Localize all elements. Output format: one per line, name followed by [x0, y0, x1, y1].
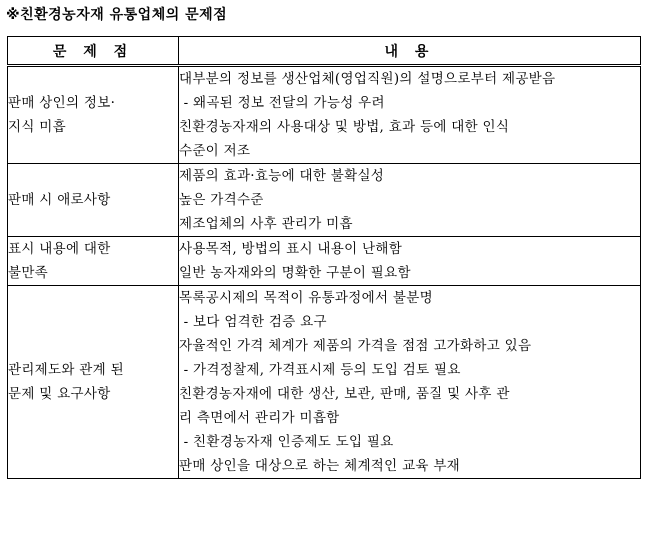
problem-cell: [8, 237, 179, 286]
content-line: - 보다 엄격한 검증 요구: [179, 314, 327, 330]
problem-line: 불만족: [8, 265, 49, 281]
content-line: 사용목적, 방법의 표시 내용이 난해함: [179, 241, 403, 257]
content-cell: [179, 164, 641, 237]
content-line: 리 측면에서 관리가 미흡함: [179, 410, 340, 426]
problem-line: 관리제도와 관계 된: [8, 362, 124, 378]
problem-cell: [8, 164, 179, 237]
content-cell: [179, 66, 641, 164]
content-cell: [179, 237, 641, 286]
problem-cell: [8, 286, 179, 479]
content-line: 제품의 효과·효능에 대한 불확실성: [179, 168, 385, 184]
problem-line: 표시 내용에 대한: [8, 241, 111, 257]
problem-line: 판매 상인의 정보·: [8, 95, 116, 111]
content-line: 친환경농자재에 대한 생산, 보관, 판매, 품질 및 사후 관: [179, 386, 510, 402]
content-line: 친환경농자재의 사용대상 및 방법, 효과 등에 대한 인식: [179, 119, 510, 135]
problems-table: [7, 36, 641, 479]
content-line: - 왜곡된 정보 전달의 가능성 우려: [179, 95, 385, 111]
content-line: - 친환경농자재 인증제도 도입 필요: [179, 434, 394, 450]
header-content: 내 용: [179, 37, 641, 66]
document-title: ※친환경농자재 유통업체의 문제점: [6, 7, 228, 23]
content-line: 높은 가격수준: [179, 192, 264, 208]
content-cell: [179, 286, 641, 479]
content-line: 판매 상인을 대상으로 하는 체계적인 교육 부재: [179, 458, 461, 474]
table-row: [8, 66, 641, 164]
content-line: 수준이 저조: [179, 143, 251, 159]
content-line: 제조업체의 사후 관리가 미흡: [179, 216, 353, 232]
table-header-row: [8, 37, 641, 66]
table-row: [8, 237, 641, 286]
content-line: - 가격정찰제, 가격표시제 등의 도입 검토 필요: [179, 362, 461, 378]
problem-cell: [8, 66, 179, 164]
header-problem: 문 제 점: [8, 37, 179, 66]
table-row: [8, 286, 641, 479]
problem-line: 문제 및 요구사항: [8, 386, 111, 402]
problem-line: 지식 미흡: [8, 119, 66, 135]
content-line: 대부분의 정보를 생산업체(영업직원)의 설명으로부터 제공받음: [179, 71, 556, 87]
table-row: [8, 164, 641, 237]
content-line: 일반 농자재와의 명확한 구분이 필요함: [179, 265, 411, 281]
problem-line: 판매 시 애로사항: [8, 192, 111, 208]
content-line: 자율적인 가격 체계가 제품의 가격을 점점 고가화하고 있음: [179, 338, 532, 354]
content-line: 목록공시제의 목적이 유통과정에서 불분명: [179, 290, 433, 306]
